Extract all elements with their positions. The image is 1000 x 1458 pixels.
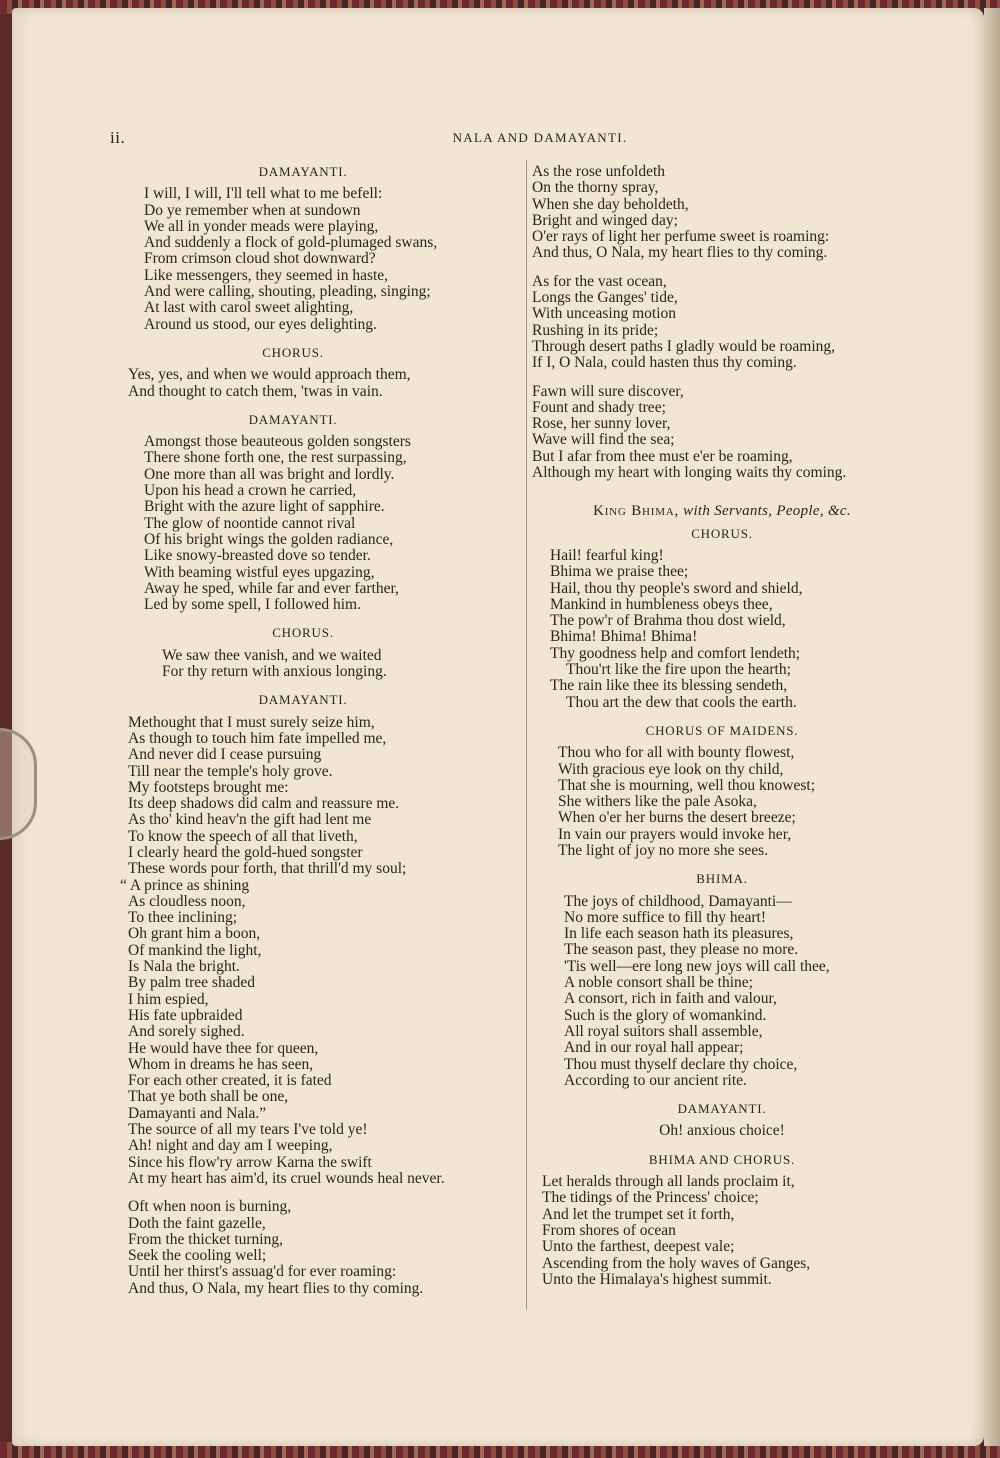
stanza [118, 367, 508, 400]
verse-line: Bright with the azure light of sapphire. [144, 498, 385, 516]
verse-line: I him espied, [128, 990, 209, 1008]
verse-line: Longs the Ganges' tide, [532, 289, 678, 307]
verse-line: No more suffice to fill thy heart! [564, 908, 767, 926]
verse-line: Of mankind the light, [128, 941, 262, 959]
verse-line: Thou must thyself declare thy choice, [564, 1055, 798, 1073]
verse-line: And let the trumpet set it forth, [542, 1205, 735, 1223]
stanza [118, 715, 508, 1188]
verse-line: As the rose unfoldeth [532, 163, 666, 180]
verse-line: And thought to catch them, 'twas in vain. [128, 382, 383, 400]
verse-line: The joys of childhood, Damayanti— [564, 892, 792, 910]
speaker-heading: BHIMA. [696, 871, 748, 887]
verse-line: In vain our prayers would invoke her, [558, 825, 792, 843]
verse-line: And suddenly a flock of gold-plumaged swans, [144, 234, 438, 252]
verse-line: Methought that I must surely seize him, [128, 713, 375, 731]
speaker-heading: CHORUS OF MAIDENS. [645, 722, 799, 738]
verse-line: Oh! anxious choice! [659, 1122, 785, 1140]
verse-line: “ A prince as shining [120, 876, 250, 894]
verse-line: In life each season hath its pleasures, [564, 925, 794, 943]
verse-line: Thou art the dew that cools the earth. [566, 693, 797, 711]
verse-line: One more than all was bright and lordly. [144, 465, 395, 483]
verse-line: To thee inclining; [128, 909, 238, 927]
verse-line: Ah! night and day am I weeping, [128, 1137, 333, 1155]
verse-line: As though to touch him fate impelled me, [128, 729, 387, 747]
verse-line: And thus, O Nala, my heart flies to thy coming. [532, 244, 828, 262]
stanza [532, 384, 912, 482]
verse-line: From the thicket turning, [128, 1230, 283, 1248]
verse-line: From crimson cloud shot downward? [144, 250, 376, 268]
verse-line: The season past, they please no more. [564, 941, 799, 959]
verse-line: All royal suitors shall assemble, [564, 1022, 763, 1040]
verse-line: Of his bright wings the golden radiance, [144, 530, 394, 548]
verse-line: We all in yonder meads were playing, [144, 217, 379, 235]
verse-line: Rose, her sunny lover, [532, 415, 671, 433]
verse-line: Away he sped, while far and ever farther, [144, 579, 399, 597]
verse-line: At last with carol sweet alighting, [144, 299, 354, 317]
stanza [118, 186, 508, 333]
running-head: NALA AND DAMAYANTI. [452, 130, 628, 145]
speaker-heading: DAMAYANTI. [677, 1101, 767, 1117]
speaker-heading: BHIMA AND CHORUS. [648, 1151, 796, 1167]
verse-line: There shone forth one, the rest surpassing, [144, 449, 407, 467]
verse-line: The rain like thee its blessing sendeth, [550, 677, 788, 695]
verse-line: We saw thee vanish, and we waited [162, 646, 382, 664]
verse-line: Rushing in its pride; [532, 321, 659, 339]
stanza [532, 274, 912, 372]
verse-line: Seek the cooling well; [128, 1247, 267, 1265]
verse-line: Mankind in humbleness obeys thee, [550, 595, 773, 613]
left-column [118, 160, 508, 1309]
page-number: ii. [110, 128, 126, 147]
verse-line: Yes, yes, and when we would approach them, [128, 366, 411, 384]
verse-line: Oh grant him a boon, [128, 925, 261, 943]
verse-line: If I, O Nala, could hasten thus thy coming. [532, 354, 797, 372]
verse-line: When she day beholdeth, [532, 195, 689, 213]
verse-line: And sorely sighed. [128, 1023, 245, 1041]
verse-line: Led by some spell, I followed him. [144, 596, 361, 614]
verse-line: Amongst those beauteous golden songsters [144, 433, 411, 451]
verse-line: I will, I will, I'll tell what to me befell: [144, 185, 383, 203]
verse-line: With beaming wistful eyes upgazing, [144, 563, 375, 581]
verse-line: That she is mourning, well thou knowest; [558, 776, 816, 794]
verse-line: But I afar from thee must e'er be roaming, [532, 447, 793, 465]
verse-line: Unto the Himalaya's highest summit. [542, 1270, 772, 1288]
verse-line: When o'er her burns the desert breeze; [558, 809, 796, 827]
verse-line: And thus, O Nala, my heart flies to thy coming. [128, 1279, 424, 1297]
verse-line: Fawn will sure discover, [532, 382, 684, 400]
verse-line: To know the speech of all that liveth, [128, 827, 358, 845]
verse-line: As tho' kind heav'n the gift had lent me [128, 811, 372, 829]
stanza [532, 1123, 912, 1139]
verse-line: Bhima! Bhima! Bhima! [550, 628, 698, 646]
verse-line: Thy goodness help and comfort lendeth; [550, 644, 801, 662]
scene-heading-king: King Bhima, [593, 503, 680, 520]
stanza [532, 548, 912, 711]
verse-line: As for the vast ocean, [532, 272, 667, 290]
stanza [532, 745, 912, 859]
verse-line: And were calling, shouting, pleading, singing; [144, 283, 431, 301]
verse-line: And never did I cease pursuing [128, 746, 322, 764]
verse-line: Fount and shady tree; [532, 398, 666, 416]
verse-line: Bright and winged day; [532, 211, 678, 229]
verse-line: Through desert paths I gladly would be roaming, [532, 337, 836, 355]
verse-line: From shores of ocean [542, 1221, 676, 1239]
stanza [532, 1174, 912, 1288]
verse-line: The glow of noontide cannot rival [144, 514, 356, 532]
stanza [118, 434, 508, 613]
verse-line: Upon his head a crown he carried, [144, 482, 357, 500]
verse-line: Do ye remember when at sundown [144, 201, 361, 219]
speaker-heading: CHORUS. [272, 625, 334, 641]
verse-line: That ye both shall be one, [128, 1088, 289, 1106]
verse-line: Ascending from the holy waves of Ganges, [542, 1254, 811, 1272]
column-divider [526, 160, 527, 1310]
speaker-heading: DAMAYANTI. [258, 164, 348, 179]
speaker-heading: CHORUS. [691, 525, 753, 541]
stanza [532, 164, 912, 262]
verse-line: The pow'r of Brahma thou dost wield, [550, 612, 786, 630]
verse-line: Hail, thou thy people's sword and shield, [550, 579, 803, 597]
verse-line: He would have thee for queen, [128, 1039, 319, 1057]
verse-line: The light of joy no more she sees. [558, 841, 769, 859]
stanza [532, 894, 912, 1090]
stanza [118, 648, 508, 681]
speaker-heading: DAMAYANTI. [258, 692, 348, 708]
verse-line: For thy return with anxious longing. [162, 663, 387, 681]
verse-line: Such is the glory of womankind. [564, 1006, 767, 1024]
verse-line: Thou'rt like the fire upon the hearth; [566, 661, 791, 679]
verse-line: Doth the faint gazelle, [128, 1214, 266, 1232]
speaker-heading: CHORUS. [262, 344, 324, 360]
verse-line: Let heralds through all lands proclaim it, [542, 1173, 795, 1191]
stanza [118, 1199, 508, 1297]
verse-line: Unto the farthest, deepest vale; [542, 1238, 735, 1256]
verse-line: The source of all my tears I've told ye! [128, 1121, 368, 1139]
verse-line: For each other created, it is fated [128, 1072, 332, 1090]
verse-line: A consort, rich in faith and valour, [564, 990, 777, 1008]
verse-line: Oft when noon is burning, [128, 1198, 292, 1216]
verse-line: O'er rays of light her perfume sweet is roaming: [532, 228, 830, 246]
verse-line: Till near the temple's holy grove. [128, 762, 333, 780]
verse-line: By palm tree shaded [128, 974, 255, 992]
verse-line: Hail! fearful king! [550, 546, 664, 564]
right-column [532, 164, 912, 1300]
verse-line: Damayanti and Nala.” [128, 1104, 267, 1122]
verse-line: With unceasing motion [532, 305, 677, 323]
speaker-heading: DAMAYANTI. [248, 411, 338, 427]
verse-line: These words pour forth, that thrill'd my soul; [128, 860, 407, 878]
verse-line: At my heart has aim'd, its cruel wounds heal never. [128, 1169, 445, 1187]
page-edge [984, 8, 1000, 1446]
verse-line: The tidings of the Princess' choice; [542, 1189, 759, 1207]
verse-line: A noble consort shall be thine; [564, 974, 753, 992]
verse-line: As cloudless noon, [128, 892, 246, 910]
verse-line: Like messengers, they seemed in haste, [144, 266, 389, 284]
verse-line: Is Nala the bright. [128, 958, 240, 976]
scene-heading-extras: with Servants, People, &c. [679, 503, 851, 520]
verse-line: On the thorny spray, [532, 179, 659, 197]
verse-line: Although my heart with longing waits thy coming. [532, 464, 847, 482]
verse-line: And in our royal hall appear; [564, 1039, 744, 1057]
verse-line: Wave will find the sea; [532, 431, 675, 449]
verse-line: Like snowy-breasted dove so tender. [144, 547, 371, 565]
verse-line: Since his flow'ry arrow Karna the swift [128, 1153, 372, 1171]
verse-line: Around us stood, our eyes delighting. [144, 315, 377, 333]
verse-line: I clearly heard the gold-hued songster [128, 843, 363, 861]
verse-line: Bhima we praise thee; [550, 563, 689, 581]
verse-line: She withers like the pale Asoka, [558, 793, 757, 811]
verse-line: Until her thirst's assuag'd for ever roaming: [128, 1263, 397, 1281]
verse-line: My footsteps brought me: [128, 778, 289, 796]
verse-line: Thou who for all with bounty flowest, [558, 744, 795, 762]
verse-line: Whom in dreams he has seen, [128, 1055, 314, 1073]
verse-line: According to our ancient rite. [564, 1071, 747, 1089]
verse-line: Its deep shadows did calm and reassure me. [128, 795, 400, 813]
verse-line: 'Tis well—ere long new joys will call thee, [564, 957, 830, 975]
verse-line: His fate upbraided [128, 1006, 243, 1024]
scene-heading [532, 503, 912, 519]
verse-line: With gracious eye look on thy child, [558, 760, 784, 778]
